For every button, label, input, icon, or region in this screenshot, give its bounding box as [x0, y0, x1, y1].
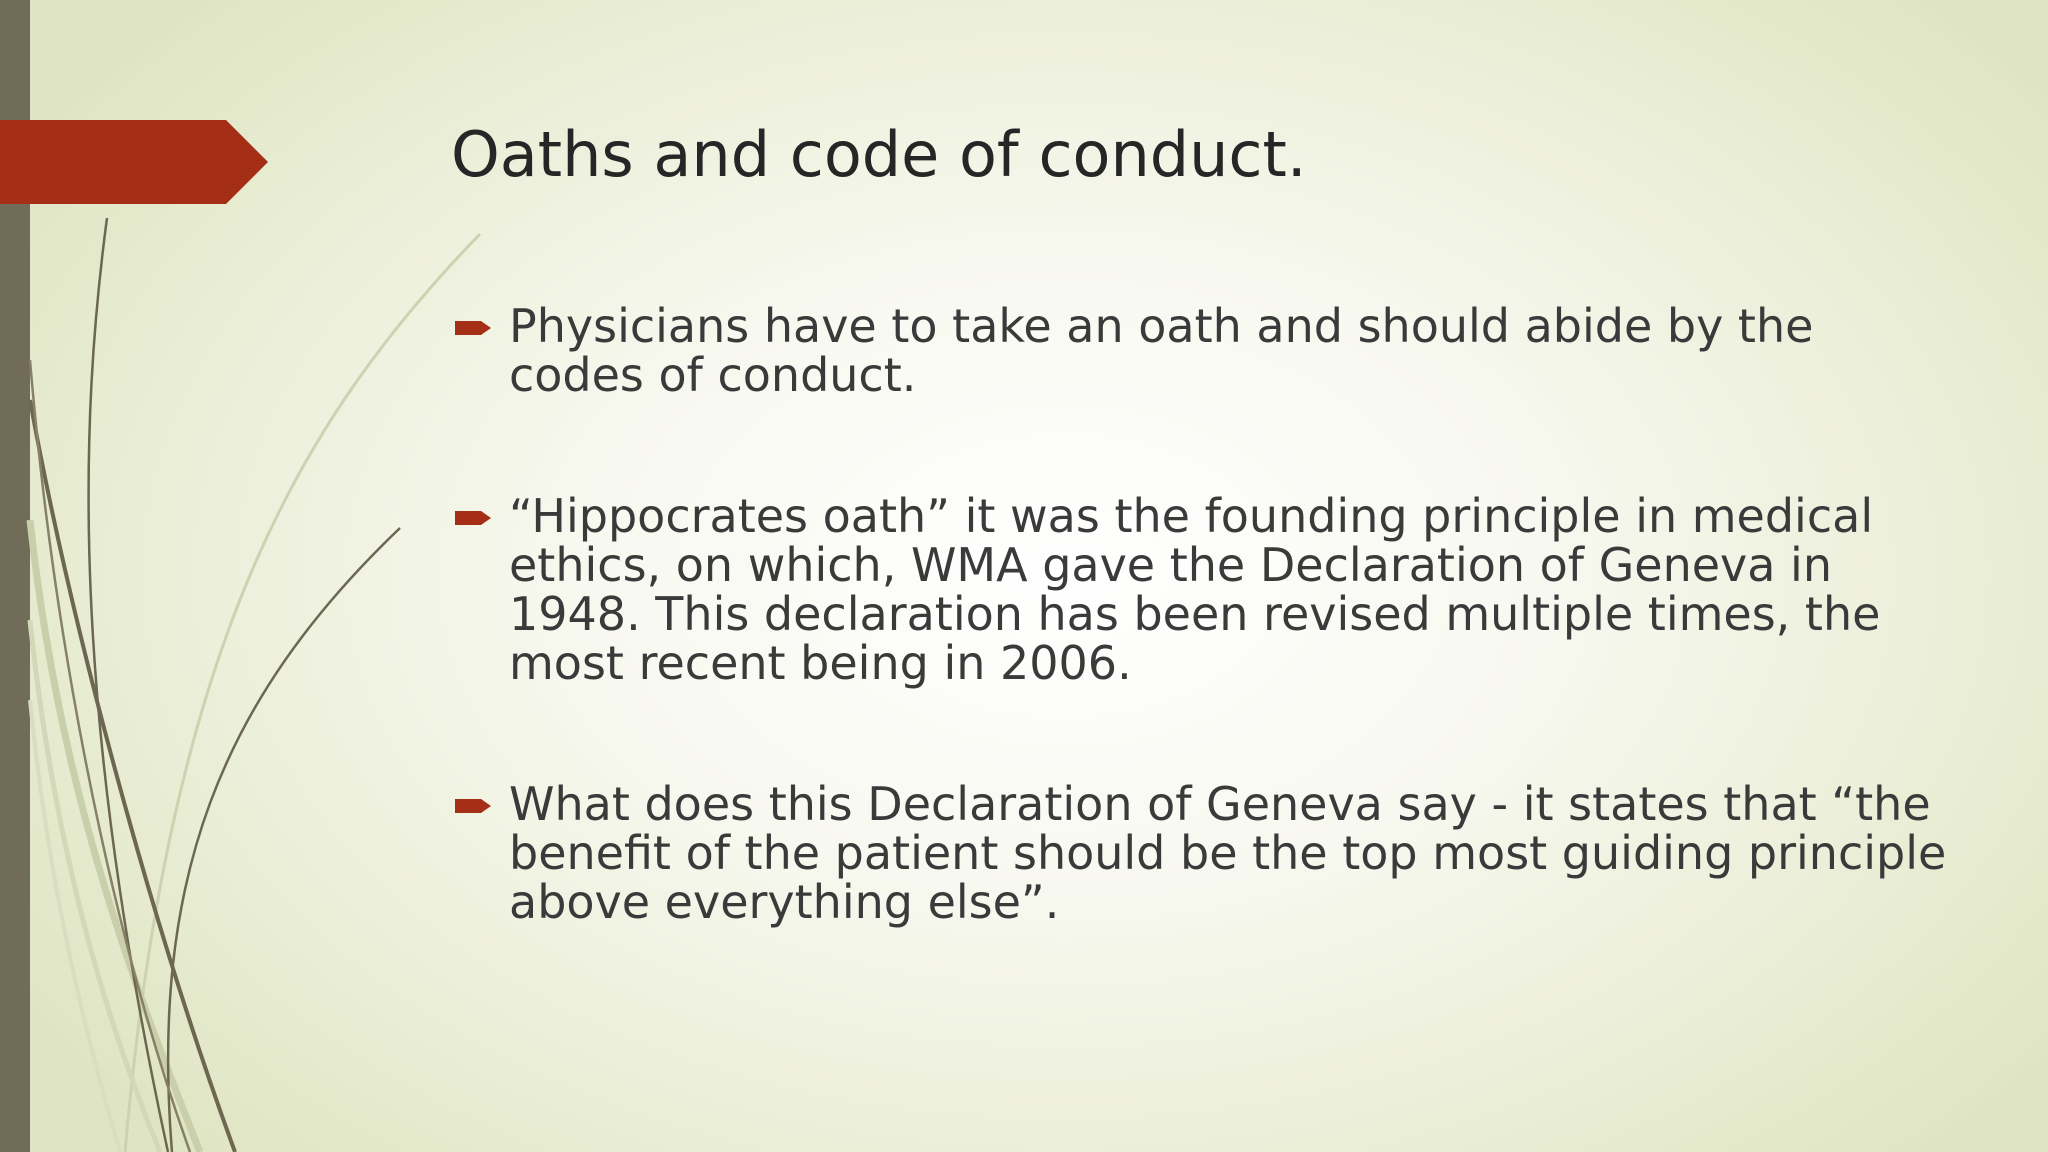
bullet-text: “Hippocrates oath” it was the founding principle in medical ethics, on which, WMA gave the Declaration of Geneva in 1948. This declaration has been revised multiple times, the most recent being in 2006. — [509, 489, 1881, 690]
bullet-text: What does this Declaration of Geneva say - it states that “the benefit of the patient should be the top most guiding principle above everything else”. — [509, 777, 1947, 929]
bullet-item — [451, 777, 1951, 929]
slide-title: Oaths and code of conduct. — [451, 118, 1307, 191]
bullet-list — [451, 299, 1951, 929]
arrow-bullet-icon — [455, 508, 491, 528]
arrow-bullet-icon — [455, 318, 491, 338]
bullet-item — [451, 489, 1951, 690]
bullet-item — [451, 299, 1951, 402]
title-arrow-tab — [0, 120, 268, 204]
arrow-bullet-icon — [455, 796, 491, 816]
bullet-text: Physicians have to take an oath and should abide by the codes of conduct. — [509, 299, 1814, 402]
